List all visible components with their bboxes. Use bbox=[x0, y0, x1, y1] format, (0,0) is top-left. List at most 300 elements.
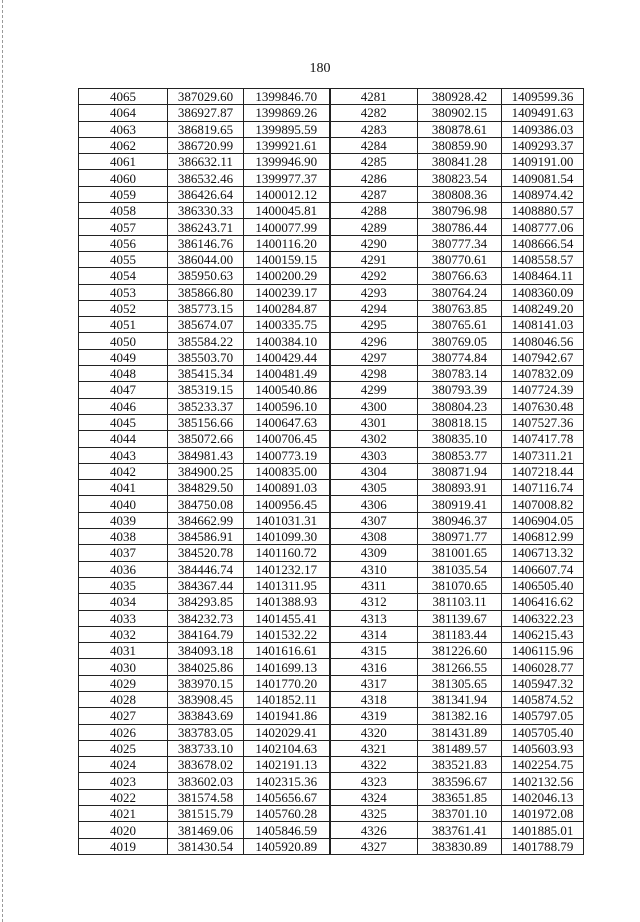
cell-x-left: 386632.11 bbox=[168, 154, 244, 170]
cell-y-left: 1400045.81 bbox=[244, 203, 330, 219]
table-row bbox=[79, 398, 584, 414]
cell-x-right: 380777.34 bbox=[418, 235, 502, 251]
cell-y-right: 1408777.06 bbox=[502, 219, 584, 235]
cell-x-right: 381226.60 bbox=[418, 643, 502, 659]
cell-x-right: 383761.41 bbox=[418, 822, 502, 838]
cell-y-right: 1405947.32 bbox=[502, 675, 584, 691]
cell-point-id-left: 4034 bbox=[79, 594, 168, 610]
cell-x-right: 380841.28 bbox=[418, 154, 502, 170]
cell-point-id-right: 4321 bbox=[330, 740, 418, 756]
cell-y-left: 1405846.59 bbox=[244, 822, 330, 838]
table-row bbox=[79, 496, 584, 512]
cell-x-left: 383843.69 bbox=[168, 708, 244, 724]
cell-x-right: 383596.67 bbox=[418, 773, 502, 789]
cell-y-right: 1405874.52 bbox=[502, 691, 584, 707]
table-row bbox=[79, 708, 584, 724]
cell-x-right: 383830.89 bbox=[418, 838, 502, 854]
cell-point-id-right: 4307 bbox=[330, 512, 418, 528]
cell-x-right: 380786.44 bbox=[418, 219, 502, 235]
cell-y-right: 1408666.54 bbox=[502, 235, 584, 251]
cell-x-left: 384025.86 bbox=[168, 659, 244, 675]
cell-x-left: 381515.79 bbox=[168, 806, 244, 822]
cell-point-id-left: 4030 bbox=[79, 659, 168, 675]
cell-x-left: 385674.07 bbox=[168, 317, 244, 333]
cell-point-id-left: 4061 bbox=[79, 154, 168, 170]
cell-x-left: 385584.22 bbox=[168, 333, 244, 349]
cell-point-id-left: 4043 bbox=[79, 447, 168, 463]
cell-y-left: 1405920.89 bbox=[244, 838, 330, 854]
cell-x-right: 380835.10 bbox=[418, 431, 502, 447]
cell-x-right: 381382.16 bbox=[418, 708, 502, 724]
cell-y-right: 1409599.36 bbox=[502, 89, 584, 105]
cell-point-id-right: 4294 bbox=[330, 300, 418, 316]
cell-y-right: 1408974.42 bbox=[502, 186, 584, 202]
cell-point-id-left: 4046 bbox=[79, 398, 168, 414]
cell-y-right: 1409491.63 bbox=[502, 105, 584, 121]
cell-point-id-left: 4028 bbox=[79, 691, 168, 707]
cell-y-left: 1405656.67 bbox=[244, 789, 330, 805]
cell-x-right: 383651.85 bbox=[418, 789, 502, 805]
cell-point-id-right: 4286 bbox=[330, 170, 418, 186]
cell-x-right: 380871.94 bbox=[418, 463, 502, 479]
cell-y-left: 1401232.17 bbox=[244, 561, 330, 577]
cell-x-left: 381574.58 bbox=[168, 789, 244, 805]
cell-y-left: 1402104.63 bbox=[244, 740, 330, 756]
cell-y-right: 1406607.74 bbox=[502, 561, 584, 577]
cell-y-right: 1407832.09 bbox=[502, 366, 584, 382]
page-number: 180 bbox=[309, 61, 331, 76]
cell-y-left: 1400429.44 bbox=[244, 349, 330, 365]
cell-point-id-right: 4290 bbox=[330, 235, 418, 251]
cell-x-right: 380971.77 bbox=[418, 529, 502, 545]
cell-point-id-left: 4048 bbox=[79, 366, 168, 382]
cell-x-left: 384293.85 bbox=[168, 594, 244, 610]
cell-point-id-right: 4304 bbox=[330, 463, 418, 479]
cell-x-left: 384750.08 bbox=[168, 496, 244, 512]
cell-y-right: 1407527.36 bbox=[502, 414, 584, 430]
cell-y-left: 1400956.45 bbox=[244, 496, 330, 512]
cell-y-right: 1409191.00 bbox=[502, 154, 584, 170]
cell-point-id-left: 4025 bbox=[79, 740, 168, 756]
table-row bbox=[79, 740, 584, 756]
table-row bbox=[79, 300, 584, 316]
cell-y-left: 1400835.00 bbox=[244, 463, 330, 479]
cell-x-right: 380818.15 bbox=[418, 414, 502, 430]
table-row bbox=[79, 529, 584, 545]
cell-point-id-left: 4038 bbox=[79, 529, 168, 545]
cell-point-id-right: 4282 bbox=[330, 105, 418, 121]
cell-y-right: 1406505.40 bbox=[502, 577, 584, 593]
coordinates-table bbox=[78, 88, 584, 855]
cell-y-right: 1402132.56 bbox=[502, 773, 584, 789]
cell-y-left: 1401616.61 bbox=[244, 643, 330, 659]
cell-y-left: 1401941.86 bbox=[244, 708, 330, 724]
cell-x-left: 384093.18 bbox=[168, 643, 244, 659]
cell-x-right: 383701.10 bbox=[418, 806, 502, 822]
table-row bbox=[79, 789, 584, 805]
cell-point-id-right: 4289 bbox=[330, 219, 418, 235]
table-row bbox=[79, 137, 584, 153]
cell-point-id-right: 4316 bbox=[330, 659, 418, 675]
cell-point-id-left: 4042 bbox=[79, 463, 168, 479]
cell-x-right: 380893.91 bbox=[418, 480, 502, 496]
table-row bbox=[79, 235, 584, 251]
cell-x-right: 381305.65 bbox=[418, 675, 502, 691]
cell-y-left: 1401160.72 bbox=[244, 545, 330, 561]
cell-x-right: 381489.57 bbox=[418, 740, 502, 756]
cell-x-right: 380793.39 bbox=[418, 382, 502, 398]
cell-y-right: 1407116.74 bbox=[502, 480, 584, 496]
cell-y-right: 1407417.78 bbox=[502, 431, 584, 447]
cell-point-id-left: 4032 bbox=[79, 626, 168, 642]
table-row bbox=[79, 89, 584, 105]
cell-x-right: 380764.24 bbox=[418, 284, 502, 300]
cell-point-id-left: 4053 bbox=[79, 284, 168, 300]
cell-point-id-left: 4062 bbox=[79, 137, 168, 153]
cell-x-left: 386819.65 bbox=[168, 121, 244, 137]
cell-point-id-left: 4058 bbox=[79, 203, 168, 219]
table-row bbox=[79, 333, 584, 349]
cell-y-right: 1408046.56 bbox=[502, 333, 584, 349]
page-left-edge bbox=[2, 0, 4, 922]
cell-y-left: 1400540.86 bbox=[244, 382, 330, 398]
cell-x-left: 386243.71 bbox=[168, 219, 244, 235]
cell-x-right: 381266.55 bbox=[418, 659, 502, 675]
cell-point-id-right: 4310 bbox=[330, 561, 418, 577]
cell-x-right: 381183.44 bbox=[418, 626, 502, 642]
cell-y-right: 1407008.82 bbox=[502, 496, 584, 512]
cell-y-right: 1408141.03 bbox=[502, 317, 584, 333]
cell-point-id-right: 4297 bbox=[330, 349, 418, 365]
cell-point-id-right: 4292 bbox=[330, 268, 418, 284]
table-row bbox=[79, 414, 584, 430]
cell-y-left: 1399869.26 bbox=[244, 105, 330, 121]
cell-x-left: 383970.15 bbox=[168, 675, 244, 691]
cell-point-id-left: 4019 bbox=[79, 838, 168, 854]
cell-point-id-right: 4320 bbox=[330, 724, 418, 740]
cell-x-right: 380902.15 bbox=[418, 105, 502, 121]
cell-point-id-right: 4293 bbox=[330, 284, 418, 300]
cell-y-left: 1401031.31 bbox=[244, 512, 330, 528]
cell-y-left: 1399895.59 bbox=[244, 121, 330, 137]
cell-y-left: 1401311.95 bbox=[244, 577, 330, 593]
cell-x-left: 386330.33 bbox=[168, 203, 244, 219]
cell-point-id-right: 4327 bbox=[330, 838, 418, 854]
cell-x-left: 383908.45 bbox=[168, 691, 244, 707]
cell-x-right: 380808.36 bbox=[418, 186, 502, 202]
cell-x-right: 381070.65 bbox=[418, 577, 502, 593]
cell-y-left: 1399977.37 bbox=[244, 170, 330, 186]
cell-y-right: 1409293.37 bbox=[502, 137, 584, 153]
cell-point-id-right: 4295 bbox=[330, 317, 418, 333]
cell-point-id-right: 4298 bbox=[330, 366, 418, 382]
cell-y-left: 1401699.13 bbox=[244, 659, 330, 675]
cell-x-left: 384232.73 bbox=[168, 610, 244, 626]
cell-x-left: 384446.74 bbox=[168, 561, 244, 577]
table-row bbox=[79, 594, 584, 610]
table-row bbox=[79, 447, 584, 463]
cell-point-id-left: 4049 bbox=[79, 349, 168, 365]
cell-point-id-left: 4050 bbox=[79, 333, 168, 349]
cell-y-right: 1407630.48 bbox=[502, 398, 584, 414]
table-row bbox=[79, 203, 584, 219]
table-row bbox=[79, 545, 584, 561]
coordinates-table-body bbox=[79, 89, 584, 855]
cell-x-right: 380804.23 bbox=[418, 398, 502, 414]
cell-y-right: 1401788.79 bbox=[502, 838, 584, 854]
cell-point-id-right: 4312 bbox=[330, 594, 418, 610]
cell-point-id-left: 4021 bbox=[79, 806, 168, 822]
cell-y-right: 1407311.21 bbox=[502, 447, 584, 463]
cell-x-left: 386044.00 bbox=[168, 251, 244, 267]
cell-y-right: 1406812.99 bbox=[502, 529, 584, 545]
cell-x-left: 386532.46 bbox=[168, 170, 244, 186]
cell-point-id-left: 4037 bbox=[79, 545, 168, 561]
cell-x-left: 386927.87 bbox=[168, 105, 244, 121]
cell-point-id-right: 4318 bbox=[330, 691, 418, 707]
cell-x-left: 384164.79 bbox=[168, 626, 244, 642]
cell-y-left: 1401532.22 bbox=[244, 626, 330, 642]
cell-x-left: 381469.06 bbox=[168, 822, 244, 838]
cell-y-right: 1406115.96 bbox=[502, 643, 584, 659]
cell-y-left: 1400647.63 bbox=[244, 414, 330, 430]
cell-point-id-right: 4322 bbox=[330, 757, 418, 773]
table-row bbox=[79, 219, 584, 235]
table-row bbox=[79, 724, 584, 740]
cell-x-left: 385319.15 bbox=[168, 382, 244, 398]
cell-x-left: 385866.80 bbox=[168, 284, 244, 300]
cell-y-left: 1400706.45 bbox=[244, 431, 330, 447]
cell-x-right: 380919.41 bbox=[418, 496, 502, 512]
table-row bbox=[79, 659, 584, 675]
cell-y-left: 1401770.20 bbox=[244, 675, 330, 691]
cell-x-right: 380859.90 bbox=[418, 137, 502, 153]
cell-point-id-left: 4059 bbox=[79, 186, 168, 202]
cell-y-left: 1400239.17 bbox=[244, 284, 330, 300]
cell-x-left: 384662.99 bbox=[168, 512, 244, 528]
cell-point-id-left: 4023 bbox=[79, 773, 168, 789]
cell-point-id-right: 4301 bbox=[330, 414, 418, 430]
cell-y-left: 1401852.11 bbox=[244, 691, 330, 707]
table-row bbox=[79, 154, 584, 170]
cell-point-id-left: 4039 bbox=[79, 512, 168, 528]
cell-x-left: 385415.34 bbox=[168, 366, 244, 382]
cell-point-id-left: 4063 bbox=[79, 121, 168, 137]
cell-point-id-right: 4306 bbox=[330, 496, 418, 512]
cell-y-left: 1401388.93 bbox=[244, 594, 330, 610]
cell-point-id-left: 4060 bbox=[79, 170, 168, 186]
cell-x-left: 385950.63 bbox=[168, 268, 244, 284]
cell-y-left: 1400481.49 bbox=[244, 366, 330, 382]
cell-x-right: 380766.63 bbox=[418, 268, 502, 284]
table-row bbox=[79, 577, 584, 593]
cell-x-right: 380763.85 bbox=[418, 300, 502, 316]
cell-x-right: 380946.37 bbox=[418, 512, 502, 528]
cell-y-left: 1400012.12 bbox=[244, 186, 330, 202]
cell-point-id-right: 4302 bbox=[330, 431, 418, 447]
table-row bbox=[79, 251, 584, 267]
cell-x-right: 381341.94 bbox=[418, 691, 502, 707]
cell-y-right: 1407724.39 bbox=[502, 382, 584, 398]
table-row bbox=[79, 773, 584, 789]
cell-y-left: 1400384.10 bbox=[244, 333, 330, 349]
cell-point-id-right: 4323 bbox=[330, 773, 418, 789]
table-row bbox=[79, 268, 584, 284]
cell-x-left: 385503.70 bbox=[168, 349, 244, 365]
cell-point-id-right: 4308 bbox=[330, 529, 418, 545]
cell-y-right: 1406322.23 bbox=[502, 610, 584, 626]
cell-y-left: 1400116.20 bbox=[244, 235, 330, 251]
cell-x-left: 381430.54 bbox=[168, 838, 244, 854]
cell-point-id-left: 4033 bbox=[79, 610, 168, 626]
cell-y-right: 1406904.05 bbox=[502, 512, 584, 528]
cell-x-left: 385072.66 bbox=[168, 431, 244, 447]
cell-x-right: 380928.42 bbox=[418, 89, 502, 105]
cell-x-left: 386720.99 bbox=[168, 137, 244, 153]
cell-point-id-left: 4051 bbox=[79, 317, 168, 333]
cell-x-right: 381103.11 bbox=[418, 594, 502, 610]
cell-point-id-right: 4285 bbox=[330, 154, 418, 170]
cell-x-left: 385156.66 bbox=[168, 414, 244, 430]
cell-y-right: 1401972.08 bbox=[502, 806, 584, 822]
cell-y-right: 1402046.13 bbox=[502, 789, 584, 805]
cell-point-id-right: 4309 bbox=[330, 545, 418, 561]
table-row bbox=[79, 626, 584, 642]
table-row bbox=[79, 349, 584, 365]
cell-y-right: 1408558.57 bbox=[502, 251, 584, 267]
cell-y-right: 1409386.03 bbox=[502, 121, 584, 137]
cell-x-right: 380853.77 bbox=[418, 447, 502, 463]
cell-point-id-right: 4296 bbox=[330, 333, 418, 349]
cell-y-left: 1399846.70 bbox=[244, 89, 330, 105]
cell-y-right: 1405603.93 bbox=[502, 740, 584, 756]
cell-x-left: 384981.43 bbox=[168, 447, 244, 463]
table-row bbox=[79, 838, 584, 854]
cell-y-right: 1405705.40 bbox=[502, 724, 584, 740]
cell-y-right: 1408880.57 bbox=[502, 203, 584, 219]
table-row bbox=[79, 691, 584, 707]
table-row bbox=[79, 610, 584, 626]
cell-x-left: 386146.76 bbox=[168, 235, 244, 251]
cell-x-right: 380765.61 bbox=[418, 317, 502, 333]
cell-point-id-right: 4281 bbox=[330, 89, 418, 105]
cell-point-id-right: 4324 bbox=[330, 789, 418, 805]
cell-y-left: 1401099.30 bbox=[244, 529, 330, 545]
table-row bbox=[79, 643, 584, 659]
table-row bbox=[79, 463, 584, 479]
cell-y-left: 1400159.15 bbox=[244, 251, 330, 267]
cell-point-id-left: 4056 bbox=[79, 235, 168, 251]
cell-point-id-right: 4300 bbox=[330, 398, 418, 414]
cell-y-left: 1401455.41 bbox=[244, 610, 330, 626]
cell-point-id-right: 4303 bbox=[330, 447, 418, 463]
cell-point-id-right: 4288 bbox=[330, 203, 418, 219]
cell-y-left: 1400773.19 bbox=[244, 447, 330, 463]
table-row bbox=[79, 512, 584, 528]
cell-x-right: 380823.54 bbox=[418, 170, 502, 186]
cell-x-right: 380770.61 bbox=[418, 251, 502, 267]
cell-x-left: 383602.03 bbox=[168, 773, 244, 789]
cell-point-id-right: 4305 bbox=[330, 480, 418, 496]
cell-x-right: 381001.65 bbox=[418, 545, 502, 561]
cell-point-id-left: 4024 bbox=[79, 757, 168, 773]
cell-x-left: 384900.25 bbox=[168, 463, 244, 479]
cell-point-id-right: 4284 bbox=[330, 137, 418, 153]
cell-point-id-right: 4315 bbox=[330, 643, 418, 659]
cell-y-left: 1405760.28 bbox=[244, 806, 330, 822]
cell-x-right: 381431.89 bbox=[418, 724, 502, 740]
table-row bbox=[79, 675, 584, 691]
table-row bbox=[79, 186, 584, 202]
table-row bbox=[79, 757, 584, 773]
cell-y-right: 1408360.09 bbox=[502, 284, 584, 300]
cell-point-id-left: 4065 bbox=[79, 89, 168, 105]
cell-x-left: 384367.44 bbox=[168, 577, 244, 593]
cell-point-id-left: 4022 bbox=[79, 789, 168, 805]
cell-x-right: 380783.14 bbox=[418, 366, 502, 382]
cell-point-id-right: 4314 bbox=[330, 626, 418, 642]
cell-point-id-left: 4055 bbox=[79, 251, 168, 267]
cell-y-right: 1406215.43 bbox=[502, 626, 584, 642]
cell-point-id-left: 4052 bbox=[79, 300, 168, 316]
cell-point-id-right: 4287 bbox=[330, 186, 418, 202]
cell-x-left: 385773.15 bbox=[168, 300, 244, 316]
cell-x-right: 381139.67 bbox=[418, 610, 502, 626]
cell-y-left: 1399946.90 bbox=[244, 154, 330, 170]
cell-x-right: 380774.84 bbox=[418, 349, 502, 365]
cell-x-left: 383783.05 bbox=[168, 724, 244, 740]
cell-point-id-right: 4299 bbox=[330, 382, 418, 398]
cell-y-right: 1406416.62 bbox=[502, 594, 584, 610]
cell-point-id-left: 4029 bbox=[79, 675, 168, 691]
cell-x-right: 380769.05 bbox=[418, 333, 502, 349]
cell-y-left: 1400891.03 bbox=[244, 480, 330, 496]
table-row bbox=[79, 105, 584, 121]
cell-y-right: 1406713.32 bbox=[502, 545, 584, 561]
cell-y-left: 1402315.36 bbox=[244, 773, 330, 789]
cell-x-left: 386426.64 bbox=[168, 186, 244, 202]
cell-y-left: 1400596.10 bbox=[244, 398, 330, 414]
table-row bbox=[79, 317, 584, 333]
cell-x-right: 381035.54 bbox=[418, 561, 502, 577]
cell-point-id-left: 4054 bbox=[79, 268, 168, 284]
table-row bbox=[79, 382, 584, 398]
cell-point-id-left: 4064 bbox=[79, 105, 168, 121]
cell-point-id-left: 4045 bbox=[79, 414, 168, 430]
cell-y-right: 1401885.01 bbox=[502, 822, 584, 838]
cell-y-left: 1400335.75 bbox=[244, 317, 330, 333]
cell-y-left: 1400077.99 bbox=[244, 219, 330, 235]
cell-x-left: 385233.37 bbox=[168, 398, 244, 414]
cell-x-left: 384829.50 bbox=[168, 480, 244, 496]
table-row bbox=[79, 431, 584, 447]
cell-y-right: 1402254.75 bbox=[502, 757, 584, 773]
cell-point-id-left: 4020 bbox=[79, 822, 168, 838]
table-row bbox=[79, 806, 584, 822]
cell-point-id-left: 4044 bbox=[79, 431, 168, 447]
table-row bbox=[79, 284, 584, 300]
cell-point-id-right: 4326 bbox=[330, 822, 418, 838]
table-row bbox=[79, 480, 584, 496]
cell-point-id-right: 4291 bbox=[330, 251, 418, 267]
cell-y-right: 1407942.67 bbox=[502, 349, 584, 365]
cell-x-left: 384520.78 bbox=[168, 545, 244, 561]
cell-x-left: 383678.02 bbox=[168, 757, 244, 773]
cell-x-left: 384586.91 bbox=[168, 529, 244, 545]
cell-point-id-left: 4040 bbox=[79, 496, 168, 512]
cell-y-left: 1399921.61 bbox=[244, 137, 330, 153]
cell-point-id-right: 4313 bbox=[330, 610, 418, 626]
